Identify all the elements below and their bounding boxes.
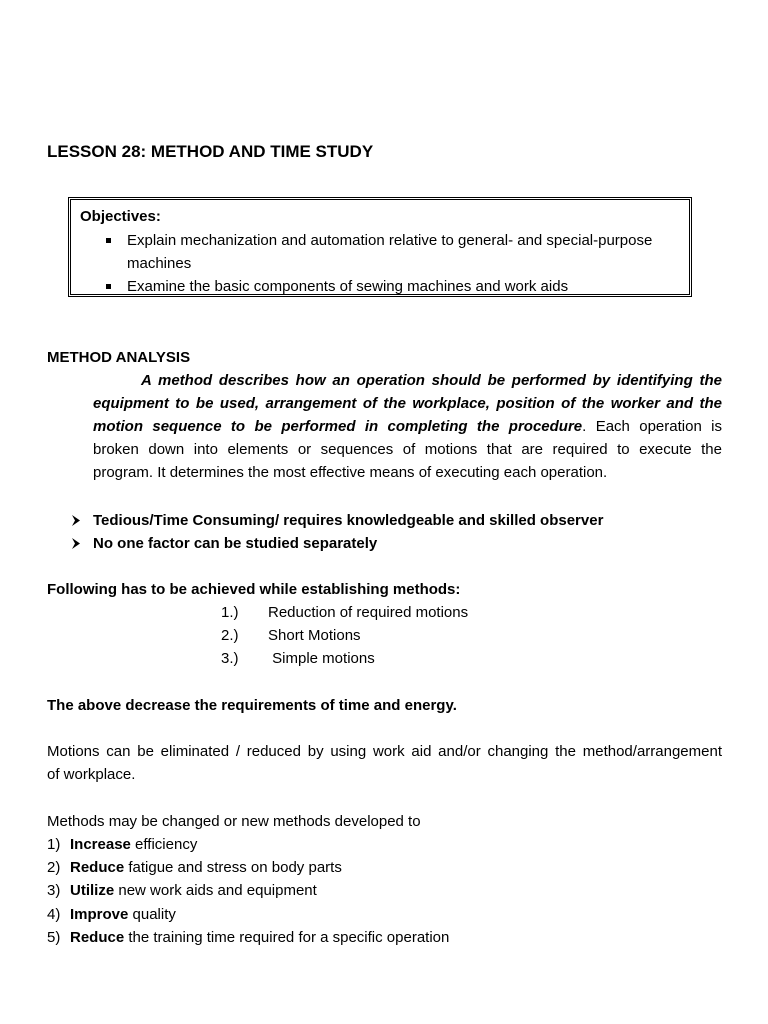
methods-num-1: 1) (47, 836, 61, 853)
method-bullet-1: Tedious/Time Consuming/ requires knowledgeable and skilled observer (93, 512, 604, 529)
method-para-line-1: A method describes how an operation should be performed by identifying the (141, 372, 722, 389)
methods-item-3 (70, 879, 317, 902)
establishing-num-2: 2.) (221, 627, 239, 644)
method-bullet-2: No one factor can be studied separately (93, 535, 378, 552)
method-analysis-heading: METHOD ANALYSIS (47, 349, 191, 366)
motions-para-line-2: of workplace. (47, 766, 136, 783)
methods-item-4 (70, 903, 176, 926)
methods-item-3-rest: new work aids and equipment (114, 882, 317, 899)
objective-item-1-line1: Explain mechanization and automation relative to general- and special-purpose (127, 232, 653, 249)
methods-item-4-rest: quality (128, 906, 176, 923)
methods-changed-intro: Methods may be changed or new methods developed to (47, 813, 421, 830)
methods-item-5-rest: the training time required for a specific operation (124, 929, 450, 946)
methods-num-4: 4) (47, 906, 61, 923)
square-bullet-icon (106, 284, 111, 289)
establishing-num-3: 3.) (221, 650, 239, 667)
methods-item-2-bold: Reduce (70, 859, 125, 876)
methods-item-1 (70, 833, 197, 856)
establishing-item-1: Reduction of required motions (268, 604, 469, 621)
method-para-line-4: broken down into elements or sequences of motions that are required to execute the (93, 441, 722, 458)
methods-num-2: 2) (47, 859, 61, 876)
lesson-title: LESSON 28: METHOD AND TIME STUDY (47, 142, 374, 161)
methods-num-5: 5) (47, 929, 61, 946)
methods-item-2-rest: fatigue and stress on body parts (124, 859, 342, 876)
method-para-line-2: equipment to be used, arrangement of the workplace, position of the worker and the (93, 395, 722, 412)
methods-item-1-bold: Increase (70, 836, 131, 853)
method-para-line-3-rest: . Each operation is (582, 418, 722, 435)
methods-item-5-bold: Reduce (70, 929, 125, 946)
establishing-num-1: 1.) (221, 604, 239, 621)
methods-item-2 (70, 856, 342, 879)
motions-para-line-1: Motions can be eliminated / reduced by using work aid and/or changing the method/arrangement (47, 743, 722, 760)
methods-num-3: 3) (47, 882, 61, 899)
above-decrease-text: The above decrease the requirements of time and energy. (47, 697, 457, 714)
methods-item-3-bold: Utilize (70, 882, 115, 899)
objective-item-1-line2: machines (127, 255, 192, 272)
method-para-line-3-bold: motion sequence to be performed in completing the procedure (93, 418, 583, 435)
establishing-item-3: Simple motions (268, 650, 375, 667)
objective-item-2: Examine the basic components of sewing machines and work aids (127, 278, 569, 295)
methods-item-1-rest: efficiency (130, 836, 198, 853)
establishing-heading: Following has to be achieved while establishing methods: (47, 581, 461, 598)
method-para-line-3 (93, 415, 722, 438)
square-bullet-icon (106, 238, 111, 243)
establishing-item-2: Short Motions (268, 627, 361, 644)
objectives-heading: Objectives: (80, 208, 161, 225)
method-para-line-5: program. It determines the most effective means of executing each operation. (93, 464, 608, 481)
arrow-bullet-icon (70, 509, 84, 532)
methods-item-5 (70, 926, 449, 949)
arrow-bullet-icon (70, 532, 84, 555)
methods-item-4-bold: Improve (70, 906, 129, 923)
